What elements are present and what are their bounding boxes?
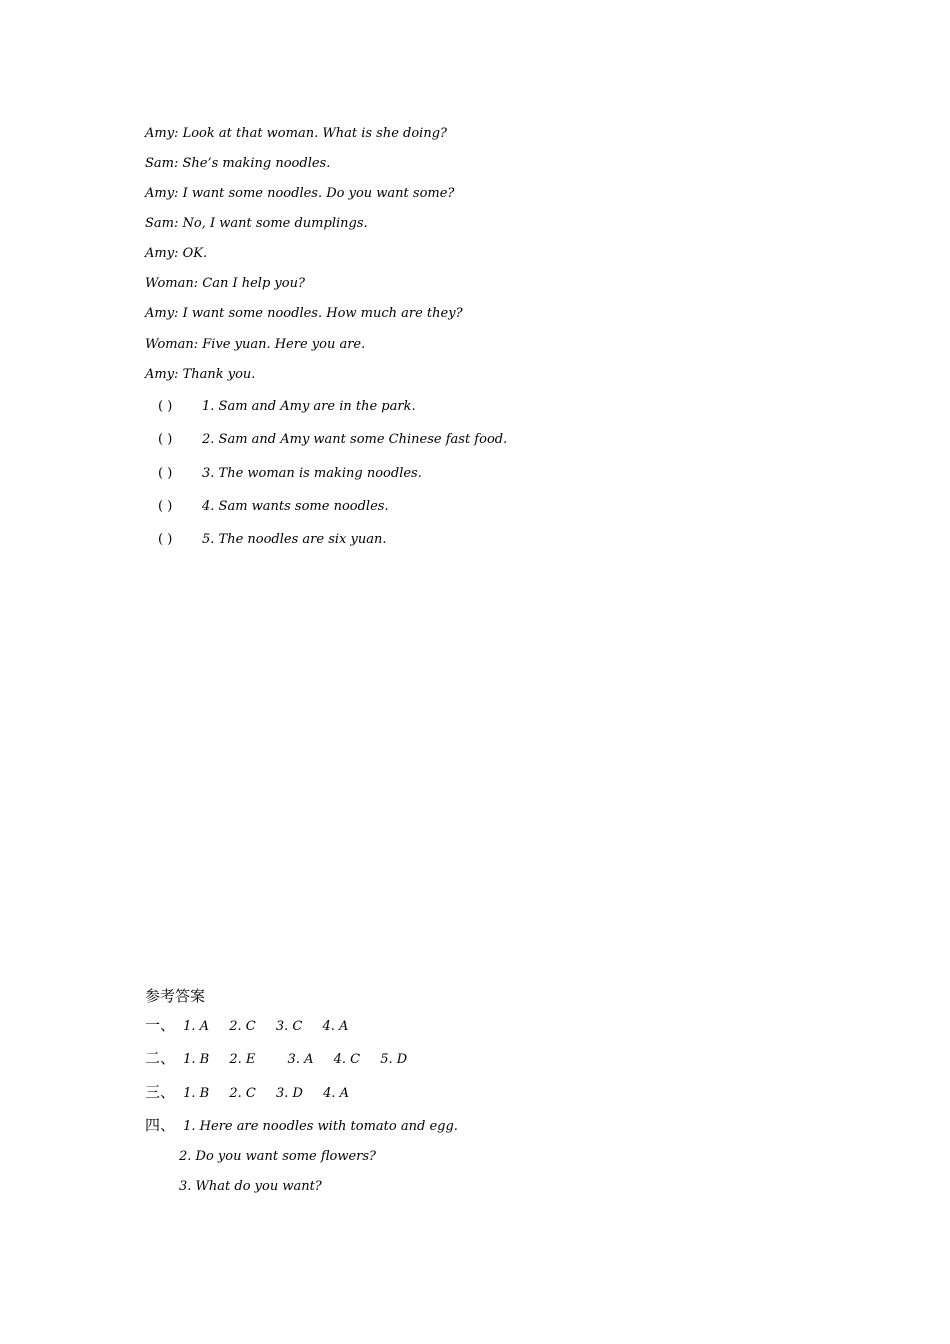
dialogue-line: Woman: Five yuan. Here you are. [145,337,366,352]
dialogue-line: Amy: I want some noodles. Do you want some? [145,186,455,201]
answer-section [145,1048,423,1070]
dialogue-line: Woman: Can I help you? [145,276,305,291]
answer-item: 3. D [276,1086,303,1101]
dialogue-line: Amy: Look at that woman. What is she doing? [145,126,447,141]
section-label: 二、 [145,1049,176,1067]
answer-blank[interactable]: ( ) [158,532,173,547]
answer-item: 3. What do you want? [179,1179,322,1194]
answer-item: 2. Do you want some flowers? [179,1149,377,1164]
answer-blank[interactable]: ( ) [158,499,173,514]
answer-section [145,1015,364,1037]
question-item [158,498,389,516]
answer-item: 1. B [183,1086,210,1101]
answer-item: 2. E [229,1052,256,1067]
answer-item: 3. A [287,1052,314,1067]
dialogue-line: Amy: I want some noodles. How much are they? [145,306,463,321]
question-item [158,431,507,449]
answer-item: 1. A [183,1019,210,1034]
answer-item: 5. D [380,1052,408,1067]
question-item [158,398,416,416]
dialogue-line: Sam: She’s making noodles. [145,156,331,171]
question-text: 4. Sam wants some noodles. [202,499,389,514]
answer-key-heading: 参考答案 [145,987,206,1005]
dialogue-line: Sam: No, I want some dumplings. [145,216,368,231]
answer-item: 2. C [229,1086,256,1101]
section-label: 四、 [145,1116,176,1134]
answer-section [145,1115,458,1137]
section-label: 一、 [145,1016,176,1034]
answer-blank[interactable]: ( ) [158,399,173,414]
answer-item: 1. Here are noodles with tomato and egg. [183,1119,458,1134]
question-text: 5. The noodles are six yuan. [202,532,387,547]
dialogue-line: Amy: OK. [145,246,208,261]
dialogue-line: Amy: Thank you. [145,367,256,382]
answer-item: 1. B [183,1052,210,1067]
question-item [158,465,422,483]
question-text: 3. The woman is making noodles. [202,466,422,481]
answer-blank[interactable]: ( ) [158,466,173,481]
question-text: 1. Sam and Amy are in the park. [202,399,416,414]
answer-item: 4. A [322,1019,349,1034]
answer-item: 4. A [323,1086,350,1101]
question-text: 2. Sam and Amy want some Chinese fast food. [202,432,508,447]
question-item [158,531,386,549]
answer-item: 4. C [333,1052,361,1067]
answer-item: 2. C [229,1019,256,1034]
answer-blank[interactable]: ( ) [158,432,173,447]
answer-item: 3. C [275,1019,303,1034]
section-label: 三、 [145,1083,176,1101]
answer-section [145,1082,365,1104]
